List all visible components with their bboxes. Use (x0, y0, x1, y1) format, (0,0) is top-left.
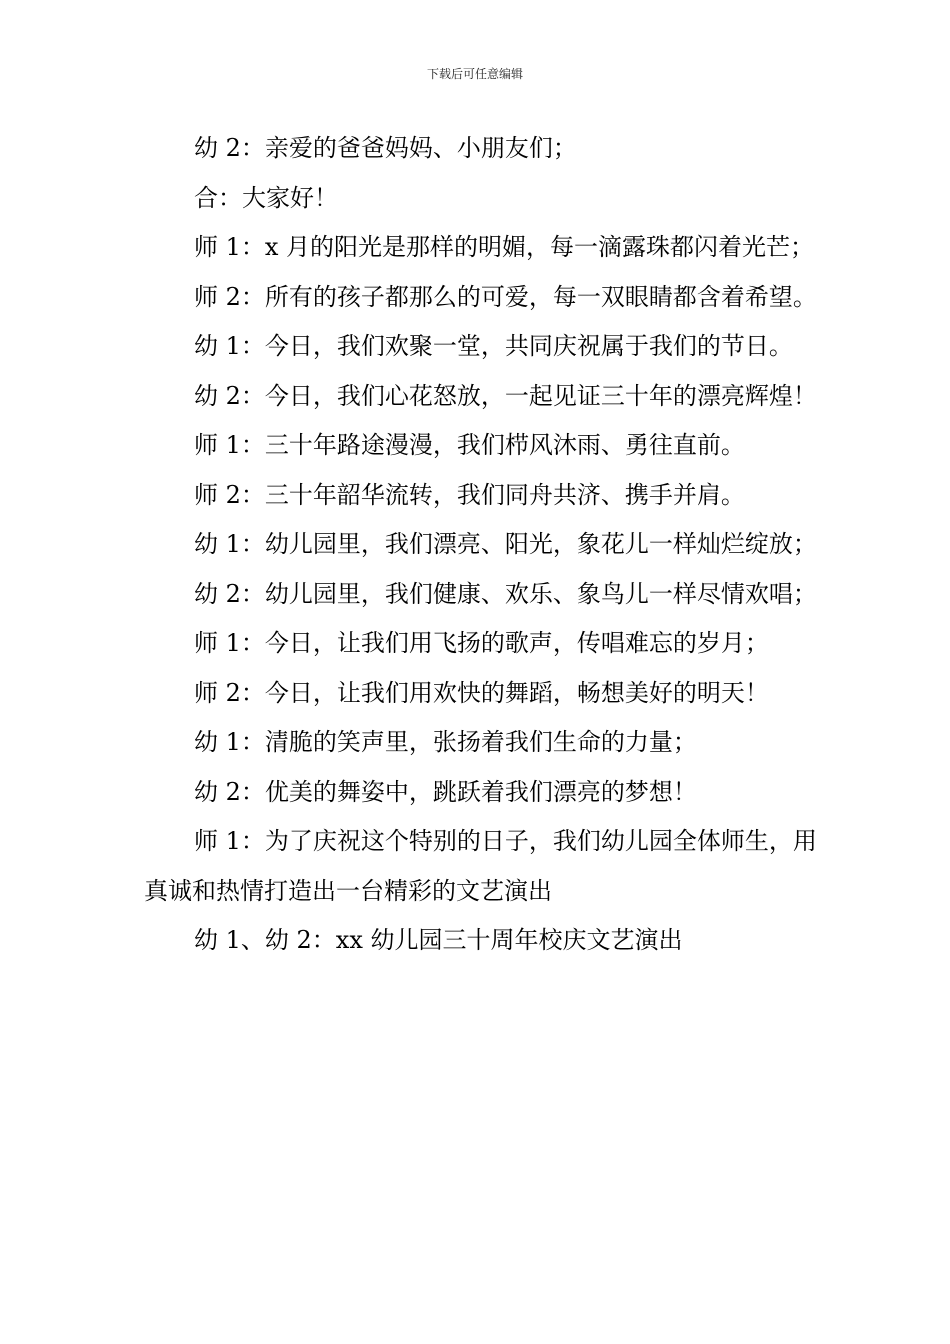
page-header: 下载后可任意编辑 (426, 67, 523, 81)
paragraph: 幼 1：今日，我们欢聚一堂，共同庆祝属于我们的节日。 (194, 332, 793, 360)
paragraph: 幼 2：亲爱的爸爸妈妈、小朋友们； (194, 134, 577, 162)
paragraph: 师 2：三十年韶华流转，我们同舟共济、携手并肩。 (194, 480, 745, 509)
paragraph: 师 1：三十年路途漫漫，我们栉风沐雨、勇往直前。 (194, 431, 745, 459)
paragraph: 幼 2：优美的舞姿中，跳跃着我们漂亮的梦想！ (194, 777, 697, 806)
paragraph: 师 1：x 月的阳光是那样的明媚，每一滴露珠都闪着光芒； (194, 233, 815, 261)
paragraph: 幼 2：今日，我们心花怒放，一起见证三十年的漂亮辉煌！ (194, 381, 817, 410)
paragraph: 师 2：今日，让我们用欢快的舞蹈，畅想美好的明天！ (194, 678, 769, 707)
document-body (144, 124, 834, 966)
paragraph: 幼 1：清脆的笑声里，张扬着我们生命的力量； (194, 728, 697, 756)
paragraph: 师 2：所有的孩子都那么的可爱，每一双眼睛都含着希望。 (194, 282, 817, 311)
paragraph: 幼 1、幼 2：xx 幼儿园三十周年校庆文艺演出 (194, 926, 683, 954)
paragraph: 师 1：为了庆祝这个特别的日子，我们幼儿园全体师生，用真诚和热情打造出一台精彩的文艺演出 (144, 827, 817, 905)
paragraph: 合：大家好！ (194, 183, 338, 212)
paragraph: 幼 1：幼儿园里，我们漂亮、阳光，象花儿一样灿烂绽放； (194, 530, 817, 558)
paragraph: 幼 2：幼儿园里，我们健康、欢乐、象鸟儿一样尽情欢唱； (194, 579, 817, 608)
paragraph: 师 1：今日，让我们用飞扬的歌声，传唱难忘的岁月； (194, 629, 769, 657)
